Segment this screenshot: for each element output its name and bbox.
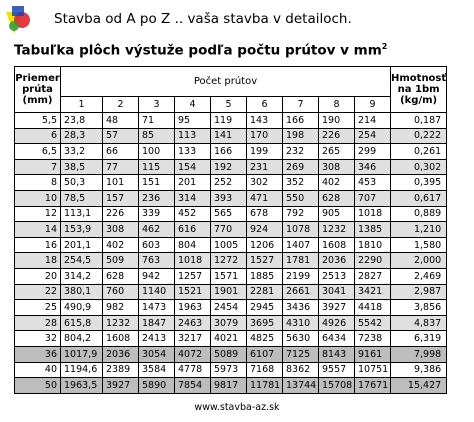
area-cell: 3695 [247,315,283,331]
area-cell: 78,5 [61,190,103,206]
area-cell: 792 [283,206,319,222]
area-cell: 2036 [103,346,139,362]
area-cell: 352 [283,175,319,191]
area-cell: 6434 [319,331,355,347]
area-cell: 302 [247,175,283,191]
area-cell: 38,5 [61,159,103,175]
table-row [15,222,447,238]
count-col-header: 7 [283,97,319,113]
area-cell: 1608 [103,331,139,347]
area-cell: 226 [103,206,139,222]
area-cell: 133 [175,144,211,160]
area-cell: 3927 [319,300,355,316]
diameter-header [15,67,61,113]
area-cell: 3217 [175,331,211,347]
rebar-area-table [14,66,447,394]
count-col-header: 6 [247,97,283,113]
area-cell: 1005 [211,237,247,253]
area-cell: 462 [139,222,175,238]
diameter-cell: 28 [15,315,61,331]
area-cell: 11781 [247,378,283,394]
area-cell: 1608 [319,237,355,253]
area-cell: 198 [283,128,319,144]
count-number-row [15,97,447,113]
area-cell: 192 [211,159,247,175]
area-cell: 1810 [355,237,391,253]
diameter-cell: 10 [15,190,61,206]
area-cell: 17671 [355,378,391,394]
area-cell: 380,1 [61,284,103,300]
page-title-text: Tabuľka plôch výstuže podľa počtu prútov v mm [14,42,382,59]
area-cell: 166 [211,144,247,160]
area-cell: 314 [175,190,211,206]
area-cell: 770 [211,222,247,238]
area-cell: 7238 [355,331,391,347]
table-row [15,253,447,269]
count-header: Počet prútov [61,67,391,97]
area-cell: 308 [103,222,139,238]
weight-cell: 1,210 [391,222,447,238]
area-cell: 57 [103,128,139,144]
area-cell: 226 [319,128,355,144]
area-cell: 565 [211,206,247,222]
area-cell: 2661 [283,284,319,300]
area-cell: 101 [103,175,139,191]
area-cell: 615,8 [61,315,103,331]
area-cell: 2036 [319,253,355,269]
diameter-cell: 50 [15,378,61,394]
weight-header-line2: na 1bm [397,84,440,95]
table-row [15,268,447,284]
area-cell: 1018 [175,253,211,269]
area-cell: 7854 [175,378,211,394]
area-cell: 707 [355,190,391,206]
area-cell: 1963 [175,300,211,316]
page-title-unit-sup: 2 [381,42,388,51]
area-cell: 314,2 [61,268,103,284]
diameter-cell: 6 [15,128,61,144]
area-cell: 628 [103,268,139,284]
area-cell: 1571 [211,268,247,284]
area-cell: 1232 [103,315,139,331]
area-cell: 299 [355,144,391,160]
area-cell: 4418 [355,300,391,316]
area-cell: 7168 [247,362,283,378]
table-row [15,300,447,316]
area-cell: 1527 [247,253,283,269]
weight-cell: 0,617 [391,190,447,206]
area-cell: 100 [139,144,175,160]
weight-cell: 15,427 [391,378,447,394]
area-cell: 170 [247,128,283,144]
diameter-header-line2: prúta [22,84,53,95]
area-cell: 393 [211,190,247,206]
area-cell: 71 [139,113,175,129]
area-cell: 1847 [139,315,175,331]
table-row [15,362,447,378]
area-cell: 2389 [103,362,139,378]
area-cell: 2945 [247,300,283,316]
area-cell: 10751 [355,362,391,378]
area-cell: 509 [103,253,139,269]
area-cell: 763 [139,253,175,269]
area-cell: 13744 [283,378,319,394]
brand-tagline: Stavba od A po Z .. vaša stavba v detailoch. [54,11,352,27]
area-cell: 1140 [139,284,175,300]
weight-cell: 2,469 [391,268,447,284]
diameter-cell: 6,5 [15,144,61,160]
diameter-header-line3: (mm) [22,95,53,106]
area-cell: 231 [247,159,283,175]
area-cell: 8143 [319,346,355,362]
count-col-header: 8 [319,97,355,113]
area-cell: 678 [247,206,283,222]
area-cell: 252 [211,175,247,191]
weight-cell: 0,261 [391,144,447,160]
weight-header-line1: Hmotnosť [391,73,447,84]
area-cell: 50,3 [61,175,103,191]
diameter-cell: 8 [15,175,61,191]
diameter-cell: 20 [15,268,61,284]
area-cell: 23,8 [61,113,103,129]
weight-header [391,67,447,113]
area-cell: 982 [103,300,139,316]
area-cell: 3421 [355,284,391,300]
count-col-header: 9 [355,97,391,113]
area-cell: 1206 [247,237,283,253]
area-cell: 402 [103,237,139,253]
area-cell: 141 [211,128,247,144]
area-cell: 199 [247,144,283,160]
diameter-cell: 14 [15,222,61,238]
table-row [15,206,447,222]
area-cell: 4310 [283,315,319,331]
area-cell: 1901 [211,284,247,300]
area-cell: 190 [319,113,355,129]
weight-cell: 0,302 [391,159,447,175]
area-cell: 339 [139,206,175,222]
area-cell: 6107 [247,346,283,362]
weight-cell: 0,187 [391,113,447,129]
area-cell: 1407 [283,237,319,253]
area-cell: 490,9 [61,300,103,316]
footer-url: www.stavba-az.sk [194,402,280,413]
area-cell: 154 [175,159,211,175]
diameter-cell: 36 [15,346,61,362]
area-cell: 166 [283,113,319,129]
area-cell: 5973 [211,362,247,378]
area-cell: 151 [139,175,175,191]
area-cell: 1473 [139,300,175,316]
area-cell: 1521 [175,284,211,300]
weight-cell: 4,837 [391,315,447,331]
page-title [14,42,387,59]
area-cell: 1257 [175,268,211,284]
area-cell: 1781 [283,253,319,269]
area-cell: 2463 [175,315,211,331]
table-row [15,237,447,253]
area-cell: 804 [175,237,211,253]
area-cell: 9557 [319,362,355,378]
area-cell: 143 [247,113,283,129]
area-cell: 28,3 [61,128,103,144]
area-cell: 346 [355,159,391,175]
area-cell: 201,1 [61,237,103,253]
table-row [15,284,447,300]
count-col-header: 1 [61,97,103,113]
area-cell: 15708 [319,378,355,394]
area-cell: 1272 [211,253,247,269]
table-row [15,128,447,144]
area-cell: 201 [175,175,211,191]
diameter-header-line1: Priemer [15,73,60,84]
area-cell: 402 [319,175,355,191]
area-cell: 3584 [139,362,175,378]
area-cell: 33,2 [61,144,103,160]
area-cell: 254,5 [61,253,103,269]
area-cell: 95 [175,113,211,129]
area-cell: 603 [139,237,175,253]
area-cell: 2199 [283,268,319,284]
diameter-cell: 12 [15,206,61,222]
area-cell: 760 [103,284,139,300]
diameter-cell: 5,5 [15,113,61,129]
area-cell: 5630 [283,331,319,347]
count-col-header: 4 [175,97,211,113]
area-cell: 1232 [319,222,355,238]
area-cell: 2454 [211,300,247,316]
area-cell: 804,2 [61,331,103,347]
diameter-cell: 16 [15,237,61,253]
area-cell: 550 [283,190,319,206]
area-cell: 5089 [211,346,247,362]
weight-header-line3: (kg/m) [400,95,438,106]
weight-cell: 1,580 [391,237,447,253]
area-cell: 113,1 [61,206,103,222]
area-cell: 66 [103,144,139,160]
area-cell: 2413 [139,331,175,347]
area-cell: 2281 [247,284,283,300]
area-cell: 119 [211,113,247,129]
area-cell: 5890 [139,378,175,394]
area-cell: 8362 [283,362,319,378]
weight-cell: 0,395 [391,175,447,191]
area-cell: 924 [247,222,283,238]
area-cell: 157 [103,190,139,206]
area-cell: 232 [283,144,319,160]
area-cell: 616 [175,222,211,238]
area-cell: 48 [103,113,139,129]
weight-cell: 3,856 [391,300,447,316]
area-cell: 9817 [211,378,247,394]
area-cell: 9161 [355,346,391,362]
area-cell: 1963,5 [61,378,103,394]
table-row [15,331,447,347]
table-row [15,190,447,206]
area-cell: 905 [319,206,355,222]
count-col-header: 2 [103,97,139,113]
weight-cell: 2,987 [391,284,447,300]
area-cell: 115 [139,159,175,175]
area-cell: 5542 [355,315,391,331]
diameter-cell: 32 [15,331,61,347]
weight-cell: 9,386 [391,362,447,378]
diameter-cell: 18 [15,253,61,269]
weight-cell: 0,889 [391,206,447,222]
area-cell: 77 [103,159,139,175]
count-col-header: 5 [211,97,247,113]
area-cell: 4825 [247,331,283,347]
table-row [15,346,447,362]
area-cell: 254 [355,128,391,144]
area-cell: 3436 [283,300,319,316]
area-cell: 453 [355,175,391,191]
area-cell: 4021 [211,331,247,347]
area-cell: 113 [175,128,211,144]
area-cell: 3054 [139,346,175,362]
area-cell: 1385 [355,222,391,238]
table-row [15,175,447,191]
area-cell: 2827 [355,268,391,284]
area-cell: 269 [283,159,319,175]
table-row [15,159,447,175]
area-cell: 4778 [175,362,211,378]
area-cell: 214 [355,113,391,129]
area-cell: 236 [139,190,175,206]
area-cell: 308 [319,159,355,175]
count-col-header: 3 [139,97,175,113]
table-row [15,378,447,394]
area-cell: 2290 [355,253,391,269]
area-cell: 1017,9 [61,346,103,362]
area-cell: 452 [175,206,211,222]
table-body [15,113,447,394]
area-cell: 1194,6 [61,362,103,378]
area-cell: 3041 [319,284,355,300]
area-cell: 3927 [103,378,139,394]
area-cell: 3079 [211,315,247,331]
table-row [15,315,447,331]
weight-cell: 6,319 [391,331,447,347]
area-cell: 1078 [283,222,319,238]
area-cell: 1885 [247,268,283,284]
area-cell: 628 [319,190,355,206]
area-cell: 1018 [355,206,391,222]
area-cell: 471 [247,190,283,206]
area-cell: 942 [139,268,175,284]
area-cell: 265 [319,144,355,160]
table-row [15,113,447,129]
area-cell: 4072 [175,346,211,362]
diameter-cell: 40 [15,362,61,378]
brand-logo [4,4,50,38]
weight-cell: 0,222 [391,128,447,144]
weight-cell: 7,998 [391,346,447,362]
area-cell: 2513 [319,268,355,284]
weight-cell: 2,000 [391,253,447,269]
diameter-cell: 7 [15,159,61,175]
area-cell: 85 [139,128,175,144]
area-cell: 7125 [283,346,319,362]
table-row [15,144,447,160]
diameter-cell: 25 [15,300,61,316]
area-cell: 153,9 [61,222,103,238]
area-cell: 4926 [319,315,355,331]
diameter-cell: 22 [15,284,61,300]
